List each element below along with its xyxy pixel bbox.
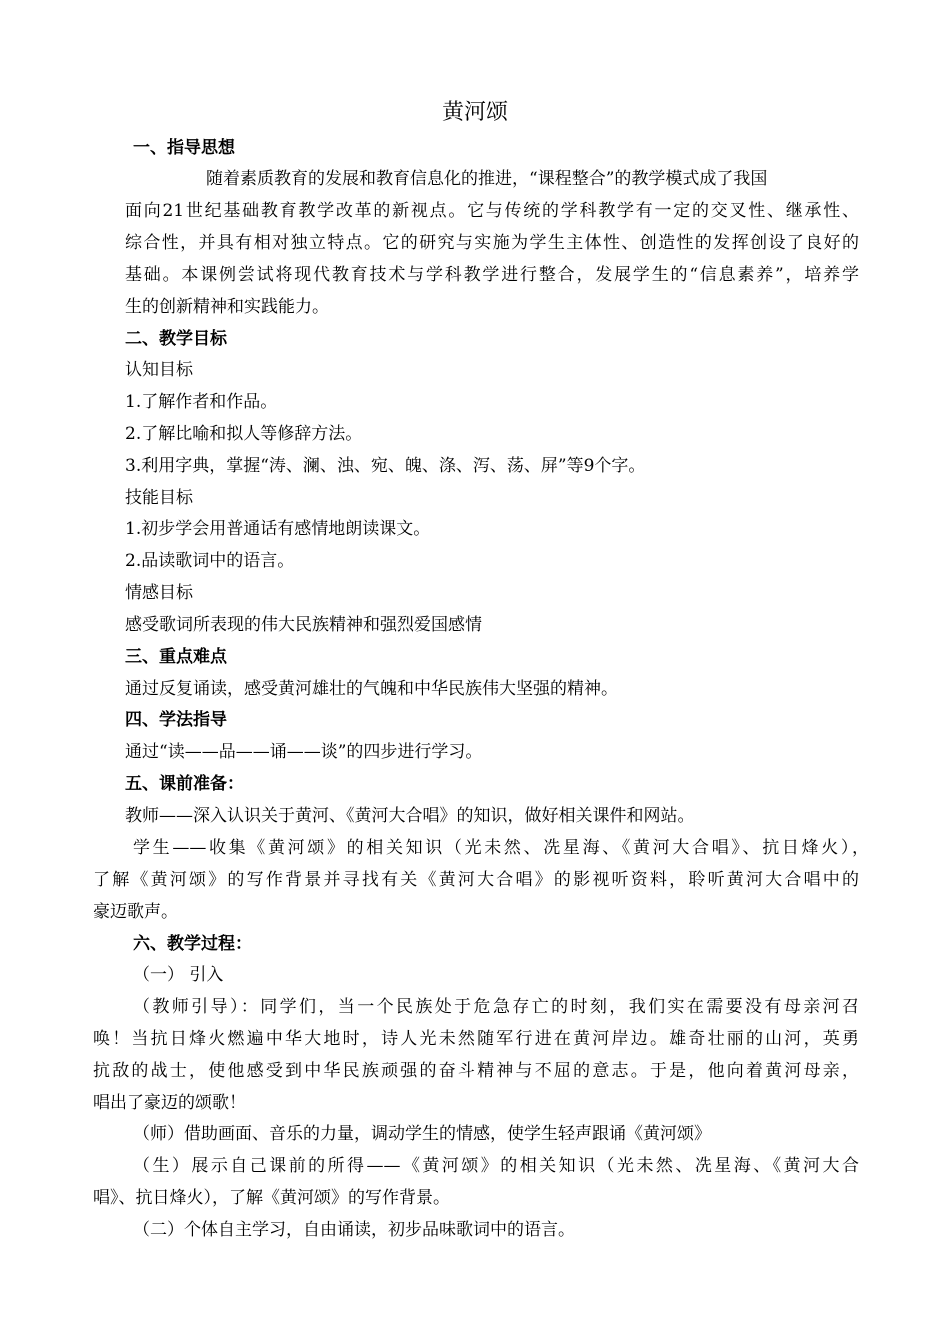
paragraph-line: 唱》、抗日烽火），了解《黄河颂》的写作背景。	[93, 1188, 450, 1208]
subsection-heading-intro: （一） 引入	[133, 965, 224, 985]
list-item: 2.品读歌词中的语言。	[125, 551, 295, 571]
subheading-cognitive-goals: 认知目标	[125, 360, 193, 380]
list-item: 1.了解作者和作品。	[125, 392, 278, 412]
paragraph-line: （教师引导）：同学们，当一个民族处于危急存亡的时刻，我们实在需要没有母亲河召	[133, 997, 859, 1017]
paragraph-line: 面向21世纪基础教育教学改革的新视点。它与传统的学科教学有一定的交叉性、继承性、	[125, 201, 859, 221]
section-heading-study-method: 四、学法指导	[125, 710, 227, 730]
paragraph-line: 通过“读——品——诵——谈”的四步进行学习。	[125, 742, 483, 762]
paragraph-line: 生的创新精神和实践能力。	[125, 297, 329, 317]
section-heading-guiding-ideas: 一、指导思想	[133, 138, 235, 158]
section-heading-teaching-goals: 二、教学目标	[125, 329, 227, 349]
document-title: 黄河颂	[441, 100, 508, 125]
subheading-skill-goals: 技能目标	[125, 488, 193, 508]
section-heading-teaching-process: 六、教学过程：	[133, 934, 252, 954]
list-item: 1.初步学会用普通话有感情地朗读课文。	[125, 519, 431, 539]
paragraph-line: 教师——深入认识关于黄河、《黄河大合唱》的知识，做好相关课件和网站。	[125, 806, 695, 826]
paragraph-line: 唤！当抗日烽火燃遍中华大地时，诗人光未然随军行进在黄河岸边。雄奇壮丽的山河，英勇	[93, 1029, 859, 1049]
paragraph-line: 学生——收集《黄河颂》的相关知识（光未然、冼星海、《黄河大合唱》、抗日烽火），	[133, 838, 869, 858]
section-heading-preparation: 五、课前准备：	[125, 774, 244, 794]
subsection-heading-self-study: （二）个体自主学习，自由诵读，初步品味歌词中的语言。	[133, 1220, 575, 1240]
list-item: 感受歌词所表现的伟大民族精神和强烈爱国感情	[125, 615, 482, 635]
subheading-emotion-goals: 情感目标	[125, 583, 193, 603]
paragraph-line: 唱出了豪迈的颂歌！	[93, 1093, 246, 1113]
list-item: 2.了解比喻和拟人等修辞方法。	[125, 424, 363, 444]
paragraph-line: 了解《黄河颂》的写作背景并寻找有关《黄河大合唱》的影视听资料，聆听黄河大合唱中的	[93, 870, 859, 890]
paragraph-line: 豪迈歌声。	[93, 902, 178, 922]
paragraph-line: 随着素质教育的发展和教育信息化的推进，“课程整合”的教学模式成了我国	[206, 169, 768, 189]
paragraph-line: （生）展示自己课前的所得——《黄河颂》的相关知识（光未然、冼星海、《黄河大合	[133, 1156, 859, 1176]
paragraph-line: （师）借助画面、音乐的力量，调动学生的情感，使学生轻声跟诵《黄河颂》	[133, 1124, 711, 1144]
paragraph-line: 抗敌的战士，使他感受到中华民族顽强的奋斗精神与不屈的意志。于是，他向着黄河母亲，	[93, 1061, 859, 1081]
paragraph-line: 综合性，并具有相对独立特点。它的研究与实施为学生主体性、创造性的发挥创设了良好的	[125, 233, 859, 253]
paragraph-line: 通过反复诵读，感受黄河雄壮的气魄和中华民族伟大坚强的精神。	[125, 679, 618, 699]
list-item: 3.利用字典，掌握“涛、澜、浊、宛、魄、涤、泻、荡、屏”等9个字。	[125, 456, 646, 476]
section-heading-key-points: 三、重点难点	[125, 647, 227, 667]
paragraph-line: 基础。本课例尝试将现代教育技术与学科教学进行整合，发展学生的“信息素养”，培养学	[125, 265, 859, 285]
